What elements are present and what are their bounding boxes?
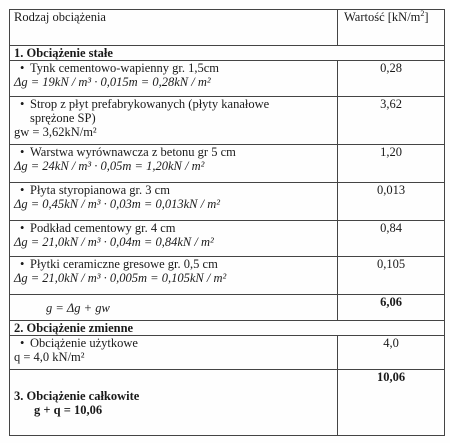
header-value-sup: 2 [420,9,425,18]
list-item [14,257,333,271]
total-formula: g + q = 10,06 [34,402,103,417]
row3-value: 1,20 [338,145,445,183]
list-item [14,145,333,159]
header-type: Rodzaj obciążenia [10,10,338,46]
row2-name: Strop z płyt prefabrykowanych (płyty kanałowe sprężone SP) [30,97,270,125]
row2-desc [10,97,338,145]
bullet-icon: • [20,183,25,197]
bullet-icon: • [20,257,25,271]
row4-value: 0,013 [338,183,445,221]
row6-formula: Δg = 21,0kN / m³ · 0,005m = 0,105kN / m² [14,271,227,285]
sum-formula: g = Δg + gw [10,295,338,321]
total-row [10,370,445,436]
table-row [10,257,445,295]
list-item [14,61,333,75]
table-row [10,221,445,257]
row5-value: 0,84 [338,221,445,257]
table-row [10,145,445,183]
row1-value: 0,28 [338,61,445,97]
live-load-value: 4,0 [338,336,445,370]
table-row [10,336,445,370]
row4-formula: Δg = 0,45kN / m³ · 0,03m = 0,013kN / m² [14,197,220,211]
list-item [14,183,333,197]
list-item [14,221,333,235]
header-row [10,10,445,46]
loads-table [9,9,445,436]
live-load-name: Obciążenie użytkowe [30,336,138,350]
total-value: 10,06 [338,370,445,436]
row3-formula: Δg = 24kN / m³ · 0,05m = 1,20kN / m² [14,159,205,173]
row6-name: Płytki ceramiczne gresowe gr. 0,5 cm [30,257,218,271]
sum-row [10,295,445,321]
section1-title: 1. Obciążenie stałe [10,46,445,61]
row1-desc [10,61,338,97]
row5-formula: Δg = 21,0kN / m³ · 0,04m = 0,84kN / m² [14,235,214,249]
row5-name: Podkład cementowy gr. 4 cm [30,221,176,235]
row3-name: Warstwa wyrównawcza z betonu gr 5 cm [30,145,236,159]
list-item [14,336,333,350]
bullet-icon: • [20,61,25,75]
table-row [10,61,445,97]
section1-row [10,46,445,61]
bullet-icon: • [20,221,25,235]
row1-name: Tynk cementowo-wapienny gr. 1,5cm [30,61,220,75]
row2-formula: gw = 3,62kN/m² [14,125,97,139]
row5-desc [10,221,338,257]
live-load-formula: q = 4,0 kN/m² [14,350,85,364]
header-value-end: ] [424,10,429,24]
table-row [10,97,445,145]
row4-name: Płyta styropianowa gr. 3 cm [30,183,170,197]
table-row [10,183,445,221]
header-value [338,10,445,46]
row6-desc [10,257,338,295]
live-load-desc [10,336,338,370]
bullet-icon: • [20,145,25,159]
section3-title: 3. Obciążenie całkowite [14,388,140,403]
row2-value: 3,62 [338,97,445,145]
row4-desc [10,183,338,221]
row6-value: 0,105 [338,257,445,295]
section2-title: 2. Obciążenie zmienne [10,321,445,336]
header-value-text: Wartość [kN/m [344,10,421,24]
row3-desc [10,145,338,183]
list-item [14,97,333,125]
row1-formula: Δg = 19kN / m³ · 0,015m = 0,28kN / m² [14,75,211,89]
bullet-icon: • [20,336,25,350]
total-desc [10,370,338,436]
section2-row [10,321,445,336]
bullet-icon: • [20,97,25,111]
sum-value: 6,06 [338,295,445,321]
